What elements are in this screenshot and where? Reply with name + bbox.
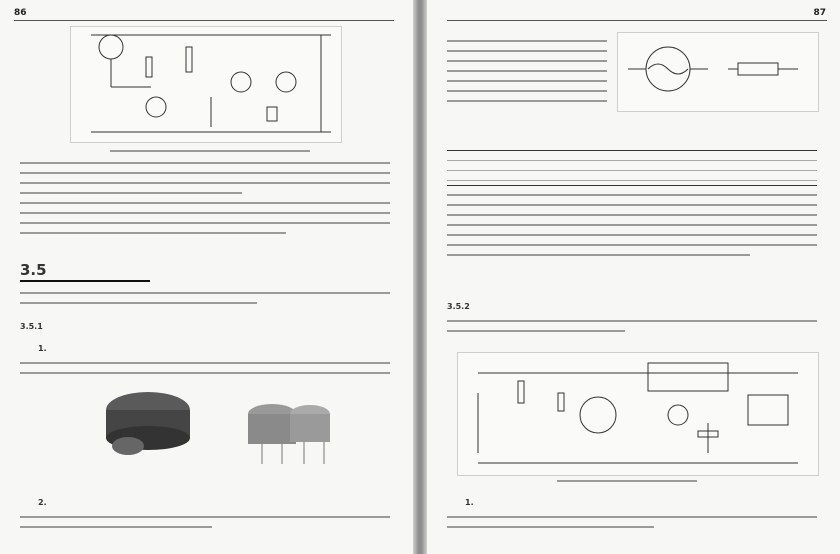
sensor-symbol	[99, 35, 123, 59]
description-paragraph	[20, 362, 390, 382]
item-label: 2.	[38, 498, 47, 507]
table-row	[447, 151, 817, 161]
ic-description-paragraph	[447, 516, 817, 536]
right-header-rule	[447, 20, 827, 21]
figure-caption-line	[557, 480, 697, 482]
fire-alarm-paragraph	[447, 320, 817, 340]
right-page-number: 87	[813, 8, 826, 18]
subsection-number: 3.5.1	[20, 322, 43, 331]
circuit-diagram-figure	[70, 26, 342, 143]
types-paragraph	[447, 40, 607, 110]
left-page	[0, 0, 413, 554]
sensor-photo-left	[98, 388, 198, 466]
table-row	[447, 161, 817, 171]
figure-caption-line	[110, 150, 310, 152]
symbol-figure	[617, 32, 819, 112]
left-header-rule	[14, 20, 394, 21]
classification-paragraphs	[447, 194, 817, 264]
section-underline	[20, 280, 150, 282]
section-number: 3.5	[20, 261, 47, 279]
fire-alarm-diagram-figure	[457, 352, 819, 476]
left-page-number: 86	[14, 8, 27, 18]
right-page	[427, 0, 840, 554]
book-gutter	[413, 0, 427, 554]
fire-alarm-diagram	[458, 353, 818, 475]
item-label: 1.	[38, 344, 47, 353]
body-paragraphs	[20, 162, 390, 242]
circuit-symbol-paragraph	[20, 516, 390, 536]
intro-paragraph	[20, 292, 390, 312]
circuit-diagram	[71, 27, 341, 142]
subsection-number: 3.5.2	[447, 302, 470, 311]
item-label: 1.	[465, 498, 474, 507]
table-row	[447, 171, 817, 181]
sensor-table	[447, 150, 817, 186]
sensor-photo-right	[232, 396, 342, 470]
